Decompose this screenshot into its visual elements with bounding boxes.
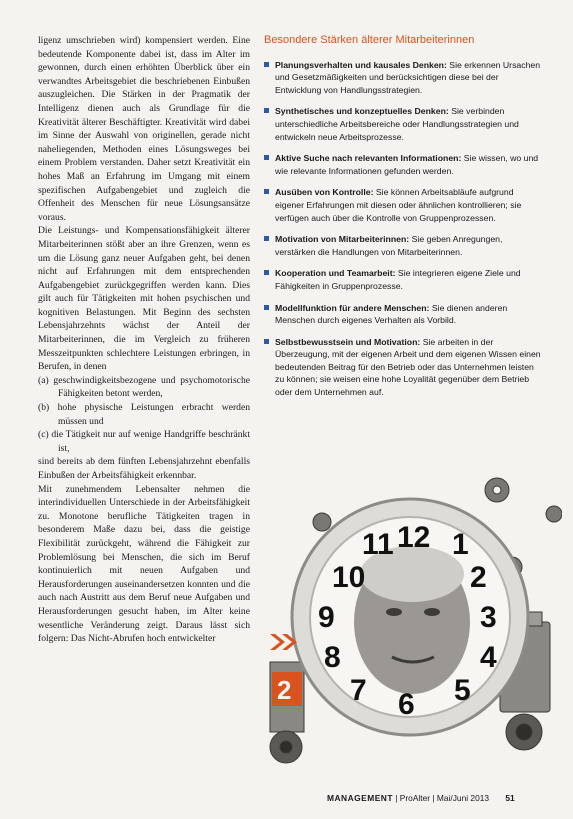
strength-text: Sie dienen anderen Menschen durch eigenes Verhalten als Vorbild. xyxy=(275,302,508,326)
strength-text: Sie arbeiten in der Überzeugung, mit der eigenen Arbeit und dem eigenen Wissen einen bedeutenden Beitrag für den Betrieb oder das Unternehmen leisten zu können; sie weisen eine hohe Loyalität gegenüber dem Betrieb oder dem Unternehmen auf. xyxy=(275,336,541,398)
strength-term: Modellfunktion für andere Menschen: xyxy=(275,302,430,313)
strength-term: Aktive Suche nach relevanten Informationen: xyxy=(275,153,462,164)
clock-number: 8 xyxy=(324,641,341,674)
paragraph: Die Leistungs- und Kompensationsfähigkeit älterer Mitarbeiterinnen stößt aber an ihre Grenzen, wenn es um die Lösung ganz neuer Aufgaben geht, bei denen nicht auf Erfahrungen mit dem entsprechenden Aufgabengebiet zurückgegriffen werden kann. Dies gilt auch für Tätigkeiten mit hohen psychischen und kognitiven Belastungen. Mit Beginn des sechsten Lebensjahrzehnts wächst der Anteil der Mitarbeiterinnen, die im Vergleich zu früheren Messzeitpunkten schlechtere Leistungen erbringen, in Berufen, in denen xyxy=(38,225,250,373)
list-item xyxy=(264,233,542,258)
clock-number: 5 xyxy=(454,674,471,707)
strength-text: Sie geben Anregungen, verstärken die Handlungen von Mitarbeiterinnen. xyxy=(275,234,503,257)
square-bullet-icon xyxy=(264,339,269,344)
strengths-box xyxy=(264,34,542,408)
strengths-list xyxy=(264,59,542,399)
footer-separator: | xyxy=(432,793,435,803)
strength-term: Planungsverhalten und kausales Denken: xyxy=(275,59,447,70)
strength-term: Selbstbewusstsein und Motivation: xyxy=(275,336,421,347)
clock-number: 9 xyxy=(318,601,335,634)
footer-issue: Mai/Juni 2013 xyxy=(436,793,490,803)
list-item xyxy=(264,152,542,177)
list-item xyxy=(264,59,542,97)
clock-number: 7 xyxy=(350,674,367,707)
paragraph: sind bereits ab dem fünften Lebensjahrzehnt ebenfalls Einbußen der Arbeitsfähigkeit erkennbar. xyxy=(38,456,250,481)
page-footer xyxy=(327,793,547,803)
strength-term: Synthetisches und konzeptuelles Denken: xyxy=(275,106,449,117)
clock-number: 4 xyxy=(480,641,497,674)
square-bullet-icon xyxy=(264,155,269,160)
strength-term: Motivation von Mitarbeiterinnen: xyxy=(275,234,410,245)
footer-magazine: ProAlter xyxy=(399,793,431,803)
page-number: 51 xyxy=(505,793,515,803)
strength-text: Sie verbinden unterschiedliche Arbeitsbereiche oder Handlungsstrategien und entwickeln neue Arbeitsprozesse. xyxy=(275,106,519,142)
paragraph: Mit zunehmendem Lebensalter nehmen die interindividuellen Unterschiede in der Arbeitsfähigkeit zu. Monotone berufliche Tätigkeiten tragen in besonderem Maße dazu bei, dass die geistige Flexibilität zurückgeht, während die Fähigkeit zur Problemlösung bei Menschen, die sich im Beruf kontinuierlich mit neuen Aufgaben und Herausforderungen auseinandersetzen konnten und die auch nach Austritt aus dem Beruf neue Aufgaben und Herausforderungen gesucht haben, im Alter keine wesentliche Veränderung zeigt. Daraus lässt sich folgern: Das Nicht-Abrufen hoch entwickelter xyxy=(38,483,250,645)
list-item: (c) die Tätigkeit nur auf wenige Handgriffe beschränkt ist, xyxy=(38,429,250,454)
strength-term: Ausüben von Kontrolle: xyxy=(275,187,374,198)
strength-term: Kooperation und Teamarbeit: xyxy=(275,268,396,279)
list-item xyxy=(264,267,542,292)
portrait-eye xyxy=(386,608,402,616)
article-left-column xyxy=(38,34,250,646)
list-item xyxy=(264,186,542,224)
paragraph: ligenz umschrieben wird) kompensiert werden. Eine bedeutende Komponente dabei ist, dass im Alter im gewonnen, durch einen erhöhten Überblick über ein verwandtes Arbeitsgebiet die beschriebenen Einbußen auszugleichen. Die Stärken in der Pragmatik der Intelligenz dienen auch als Grundlage für die Kreativität älterer Beschäftigter. Kreativität wird dabei im Sinne der Auswahl von originellen, gerade nicht naheliegenden, Methoden eines Lösungsweges bei einem Problem verstanden. Daher setzt Kreativität ein hohes Maß an Erfahrung im Umgang mit einem spezifischen Aufgabengebiet und zugleich die Offenheit des Menschen für neue Lösungsansätze voraus. xyxy=(38,35,250,223)
clock-number: 6 xyxy=(398,688,415,721)
footer-separator: | xyxy=(395,793,398,803)
square-bullet-icon xyxy=(264,236,269,241)
clock-number: 2 xyxy=(470,561,487,594)
clock-number: 3 xyxy=(480,601,497,634)
list-item xyxy=(264,302,542,327)
clock-collage-illustration xyxy=(262,462,562,782)
square-bullet-icon xyxy=(264,189,269,194)
footer-section: MANAGEMENT xyxy=(327,793,393,803)
clock-number: 11 xyxy=(362,528,394,561)
square-bullet-icon xyxy=(264,270,269,275)
clock-number: 1 xyxy=(452,528,469,561)
condition-list xyxy=(38,374,250,456)
box-title: Besondere Stärken älterer Mitarbeiterinnen xyxy=(264,34,475,46)
square-bullet-icon xyxy=(264,62,269,67)
square-bullet-icon xyxy=(264,108,269,113)
strength-text: Sie integrieren eigene Ziele und Fähigkeiten in Gruppenprozesse. xyxy=(275,268,521,291)
badge-number: 2 xyxy=(277,675,292,705)
strength-text: Sie wissen, wo und wie relevante Informationen gefunden werden. xyxy=(275,153,539,176)
clock-number: 12 xyxy=(397,521,431,554)
portrait-eye xyxy=(424,608,440,616)
strength-text: Sie erkennen Ursachen und Gesetzmäßigkeiten und berücksichtigen diese bei der Entwicklung von Handlungsstrategien. xyxy=(275,59,541,95)
list-item xyxy=(264,336,542,399)
list-item: (a) geschwindigkeitsbezogene und psychomotorische Fähigkeiten betont werden, xyxy=(38,374,250,400)
clock-number: 10 xyxy=(332,561,366,594)
list-item: (b) hohe physische Leistungen erbracht werden müssen und xyxy=(38,402,250,427)
square-bullet-icon xyxy=(264,305,269,310)
strength-text: Sie können Arbeitsabläufe aufgrund eigener Erfahrungen mit diesen oder ähnlichen kontrollieren; sie verfügen auch über die Kontrolle von Gruppenprozessen. xyxy=(275,187,522,223)
list-item xyxy=(264,105,542,143)
